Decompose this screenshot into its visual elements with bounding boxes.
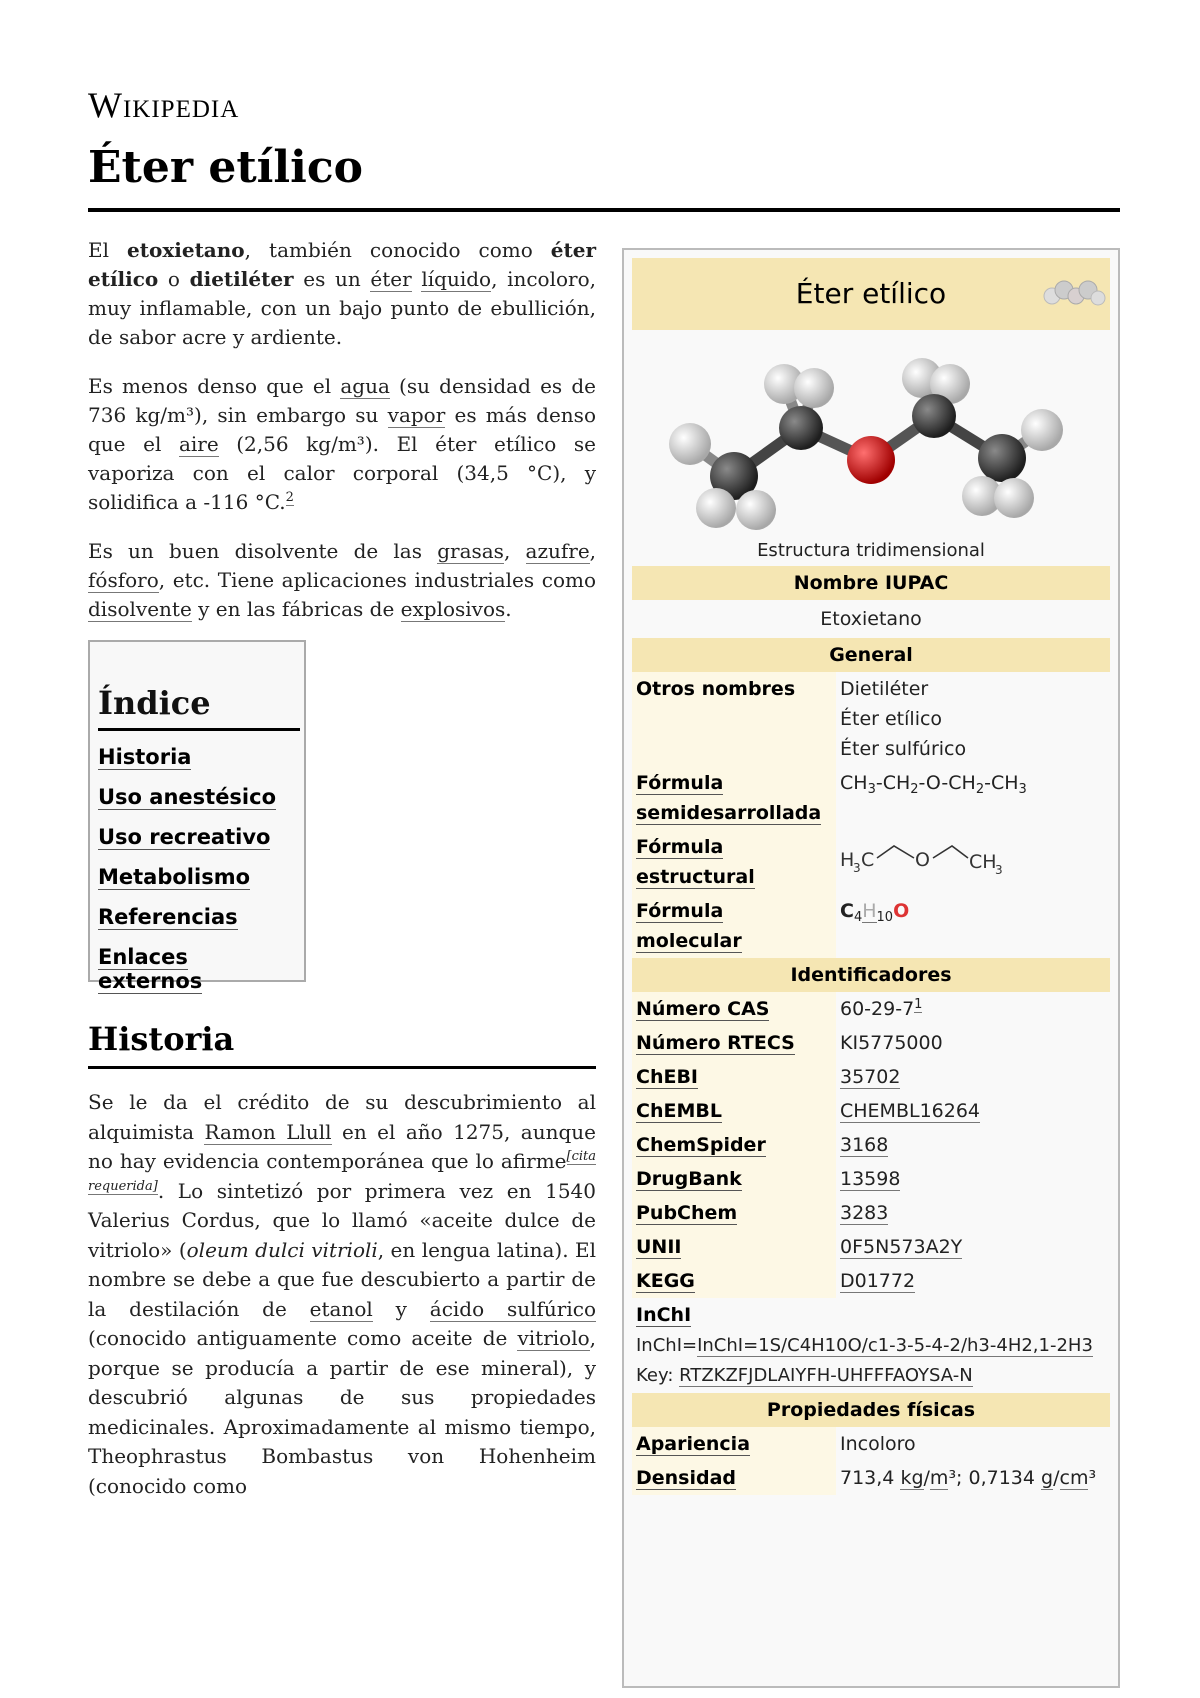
text: El: [88, 238, 128, 262]
ball-and-stick-model-icon: [632, 348, 1110, 534]
cita-requerida-link[interactable]: [cita requerida]: [88, 1149, 596, 1194]
value: KI5775000: [840, 1032, 943, 1054]
toc-item-metabolismo[interactable]: Metabolismo: [98, 865, 251, 889]
label-link[interactable]: Fórmula estructural: [636, 836, 755, 888]
row-formula-molecular: [632, 894, 1110, 958]
text: Se le da el crédito de su descubrimiento al alquimista: [88, 1090, 596, 1144]
value[interactable]: [836, 1196, 1110, 1230]
subscript: 2: [910, 782, 919, 797]
ch3-ch: CH: [969, 851, 997, 873]
logo-text: Wikipedia: [88, 85, 240, 125]
label-link[interactable]: ChemSpider: [636, 1134, 766, 1156]
table-of-contents: [88, 640, 306, 993]
label-link[interactable]: Densidad: [636, 1467, 737, 1489]
section-header-general: General: [632, 638, 1110, 672]
text: ³; 0,7134: [948, 1467, 1042, 1489]
wikipedia-logo[interactable]: [88, 84, 239, 126]
inchi-label[interactable]: InChI: [636, 1304, 692, 1326]
page-title: Éter etílico: [88, 142, 363, 193]
row-drugbank: [632, 1162, 1110, 1196]
text: 713,4: [840, 1467, 901, 1489]
reference-link[interactable]: 2: [285, 490, 294, 506]
text: y: [372, 1296, 430, 1321]
other-name: Dietiléter: [840, 678, 929, 700]
section-heading-historia: Historia: [88, 1020, 235, 1058]
other-name: Éter sulfúrico: [840, 738, 967, 760]
kegg-link[interactable]: D01772: [840, 1270, 916, 1292]
label[interactable]: [632, 1128, 836, 1162]
row-densidad: [632, 1461, 1110, 1495]
row-formula-estructural: [632, 830, 1110, 894]
skeletal-formula-icon: [840, 832, 1030, 880]
unit-link[interactable]: g: [1041, 1467, 1054, 1489]
element-o[interactable]: O: [893, 900, 910, 922]
link-aire[interactable]: aire: [178, 432, 219, 456]
label-link[interactable]: Fórmula semidesarrollada: [636, 772, 822, 824]
chebi-link[interactable]: 35702: [840, 1066, 901, 1088]
inchi-key-link[interactable]: RTZKZFJDLAIYFH-UHFFFAOYSA-N: [679, 1365, 973, 1386]
label-link[interactable]: UNII: [636, 1236, 682, 1258]
h3c-c: C: [861, 849, 875, 871]
label[interactable]: [632, 894, 836, 958]
toc-item-uso-recreativo[interactable]: Uso recreativo: [98, 825, 271, 849]
chemspider-link[interactable]: 3168: [840, 1134, 889, 1156]
row-otros-nombres: [632, 672, 1110, 766]
formula-part: -CH: [984, 772, 1019, 794]
structural-formula-image[interactable]: [836, 830, 1110, 894]
value: [836, 672, 1110, 766]
label[interactable]: [632, 1461, 836, 1495]
toc-title: Índice: [98, 684, 300, 731]
label[interactable]: [632, 1230, 836, 1264]
inchi-key-label: Key:: [636, 1365, 680, 1386]
toc-item-uso-anestesico[interactable]: Uso anestésico: [98, 785, 277, 809]
row-inchi: [632, 1298, 1110, 1393]
link-vapor[interactable]: vapor: [387, 403, 446, 427]
label-link[interactable]: ChEBI: [636, 1066, 699, 1088]
label-link[interactable]: Número CAS: [636, 998, 770, 1020]
text: Es un buen disolvente de las: [88, 539, 438, 563]
title-divider: [88, 208, 1120, 212]
label[interactable]: [632, 1196, 836, 1230]
label[interactable]: [632, 1264, 836, 1298]
label[interactable]: [632, 1060, 836, 1094]
text: Es menos denso que el: [88, 374, 341, 398]
unit-link[interactable]: cm: [1059, 1467, 1089, 1489]
formula-part: -CH: [875, 772, 911, 794]
row-apariencia: [632, 1427, 1110, 1461]
infobox-title: [632, 258, 1110, 330]
text: .: [505, 597, 512, 621]
text: , en lengua latina). El nombre se debe a que fue descubierto a partir de la destilación de: [88, 1237, 596, 1321]
link-etanol[interactable]: etanol: [309, 1296, 373, 1321]
bold-term: etoxietano: [127, 238, 245, 262]
row-rtecs: [632, 1026, 1110, 1060]
text: , etc. Tiene aplicaciones industriales como: [158, 568, 596, 592]
bold-term: dietiléter: [189, 267, 294, 291]
link-acido-sulfurico[interactable]: ácido sulfúrico: [429, 1296, 596, 1321]
toc-item[interactable]: [98, 905, 296, 934]
unit-link[interactable]: m: [929, 1467, 949, 1489]
link-vitriolo[interactable]: vitriolo: [517, 1326, 590, 1350]
toc-item[interactable]: [98, 825, 296, 854]
text: es más denso que el: [88, 403, 596, 456]
value[interactable]: [836, 1264, 1110, 1298]
text: , también conocido como: [244, 238, 551, 262]
value: [836, 766, 1110, 830]
toc-item[interactable]: [98, 745, 296, 774]
value: Incoloro: [840, 1433, 916, 1455]
section-header-identificadores: Identificadores: [632, 958, 1110, 992]
subscript: 2: [975, 782, 985, 797]
label[interactable]: [632, 1094, 836, 1128]
toc-item-historia[interactable]: Historia: [98, 745, 192, 769]
text: , incoloro, muy inflamable, con un bajo punto de ebullición, de sabor acre y ardiente.: [88, 267, 596, 349]
label[interactable]: [632, 992, 836, 1026]
label-link[interactable]: Fórmula molecular: [636, 900, 742, 952]
label[interactable]: [632, 830, 836, 894]
inchi-link[interactable]: InChI=1S/C4H10O/c1-3-5-4-2/h3-4H2,1-2H3: [697, 1335, 1093, 1356]
label-link[interactable]: KEGG: [636, 1270, 695, 1292]
element-c[interactable]: C: [840, 900, 854, 922]
label-link[interactable]: Número RTECS: [636, 1032, 795, 1054]
value[interactable]: [836, 1060, 1110, 1094]
subscript: 4: [853, 910, 863, 925]
iupac-name: Etoxietano: [820, 608, 922, 630]
toc-item[interactable]: [98, 865, 296, 894]
row-formula-semidesarrollada: [632, 766, 1110, 830]
row-unii: [632, 1230, 1110, 1264]
intro-paragraph-2: [88, 372, 596, 517]
value[interactable]: [836, 1128, 1110, 1162]
link-disolvente[interactable]: disolvente: [88, 597, 192, 621]
row-chemspider: [632, 1128, 1110, 1162]
text: es un: [293, 267, 371, 291]
text: o: [158, 267, 190, 291]
subscript: 3: [867, 782, 876, 797]
subscript: 3: [1018, 782, 1027, 797]
value[interactable]: [836, 1094, 1110, 1128]
link-fosforo[interactable]: fósforo: [88, 568, 159, 592]
section-header-iupac[interactable]: Nombre IUPAC: [632, 566, 1110, 600]
toc-list: [98, 745, 296, 993]
row-kegg: [632, 1264, 1110, 1298]
other-name: Éter etílico: [840, 708, 943, 730]
row-cas: [632, 992, 1110, 1026]
text: en el año 1275, aunque no hay evidencia contemporánea que lo afirme: [88, 1119, 597, 1173]
value: [836, 992, 1110, 1026]
text: , porque se producía a partir de ese mineral), y descubrió algunas de sus propiedades medicinales. Aproximadamente al mismo tiempo, Theophrastus Bombastus von Hohenheim (conocido como: [88, 1326, 596, 1498]
link-grasas[interactable]: grasas: [437, 539, 504, 563]
link-liquido[interactable]: líquido: [421, 267, 492, 291]
unii-link[interactable]: 0F5N573A2Y: [840, 1236, 963, 1258]
value: [836, 894, 1110, 958]
text: (conocido antiguamente como aceite de: [88, 1326, 518, 1350]
image-caption: Estructura tridimensional: [757, 540, 985, 561]
label-link[interactable]: DrugBank: [636, 1168, 742, 1190]
label-link[interactable]: PubChem: [636, 1202, 738, 1224]
value: [836, 1461, 1110, 1495]
bold-term: éter etílico: [88, 238, 596, 291]
label-link[interactable]: Apariencia: [636, 1433, 751, 1455]
value[interactable]: [836, 1162, 1110, 1196]
chembl-link[interactable]: CHEMBL16264: [840, 1100, 981, 1122]
label[interactable]: [632, 766, 836, 830]
text: ³: [1088, 1467, 1097, 1489]
row-chebi: [632, 1060, 1110, 1094]
text: (2,56 kg/m³). El éter etílico se vaporiza con el calor corporal (34,5 °C), y solidifica a -116 °C.: [88, 432, 597, 514]
link-azufre[interactable]: azufre: [525, 539, 590, 563]
intro-paragraph-1: [88, 236, 596, 352]
label[interactable]: [632, 1162, 836, 1196]
infobox-title-text: Éter etílico: [795, 277, 947, 310]
formula-part: -O-CH: [918, 772, 976, 794]
text: ,: [589, 539, 597, 563]
subscript: 10: [876, 910, 894, 925]
element-h[interactable]: H: [862, 900, 877, 922]
text: /: [1053, 1467, 1060, 1489]
link-eter[interactable]: éter: [370, 267, 412, 291]
section-divider: [88, 1066, 596, 1069]
row-pubchem: [632, 1196, 1110, 1230]
inchi-prefix: InChI=: [636, 1335, 698, 1356]
section-header-propiedades-fisicas: Propiedades físicas: [632, 1393, 1110, 1427]
toc-item-enlaces-externos[interactable]: Enlaces externos: [98, 945, 203, 993]
text: [412, 267, 422, 291]
link-explosivos[interactable]: explosivos: [400, 597, 506, 621]
label: Otros nombres: [632, 672, 836, 766]
text: /: [923, 1467, 930, 1489]
text: y en las fábricas de: [191, 597, 401, 621]
text: (su densidad es de 736 kg/m³), sin embargo su: [88, 374, 596, 427]
latin-term: oleum dulci vitrioli: [186, 1237, 378, 1262]
text: . Lo sintetizó por primera vez en 1540 Valerius Cordus, que lo llamó «aceite dulce de vitriolo» (: [88, 1178, 596, 1262]
chemical-infobox: [622, 248, 1120, 1688]
text: ,: [503, 539, 526, 563]
row-chembl: [632, 1094, 1110, 1128]
cas-number: 60-29-7: [840, 998, 915, 1020]
h3c-sub: 3: [853, 861, 861, 875]
label[interactable]: [632, 1026, 836, 1060]
value[interactable]: [836, 1230, 1110, 1264]
drugbank-link[interactable]: 13598: [840, 1168, 901, 1190]
label-link[interactable]: ChEMBL: [636, 1100, 722, 1122]
toc-item-referencias[interactable]: Referencias: [98, 905, 238, 929]
link-agua[interactable]: agua: [340, 374, 390, 398]
historia-paragraph: [88, 1088, 596, 1501]
article-intro: [88, 236, 596, 644]
reference-link[interactable]: 1: [914, 996, 923, 1012]
toc-item[interactable]: [98, 785, 296, 814]
ch3-sub: 3: [995, 863, 1003, 877]
molecule-3d-image[interactable]: [632, 348, 1110, 534]
unit-link[interactable]: kg: [900, 1467, 924, 1489]
toc-item[interactable]: [98, 945, 296, 993]
intro-paragraph-3: [88, 537, 596, 624]
molecule-thumbnail-icon[interactable]: [1040, 278, 1108, 312]
link-ramon-llull[interactable]: Ramon Llull: [204, 1119, 332, 1144]
pubchem-link[interactable]: 3283: [840, 1202, 889, 1224]
h3c-h: H: [840, 849, 855, 871]
formula-part: CH: [840, 772, 868, 794]
oxygen-label: O: [915, 849, 930, 871]
label[interactable]: [632, 1427, 836, 1461]
